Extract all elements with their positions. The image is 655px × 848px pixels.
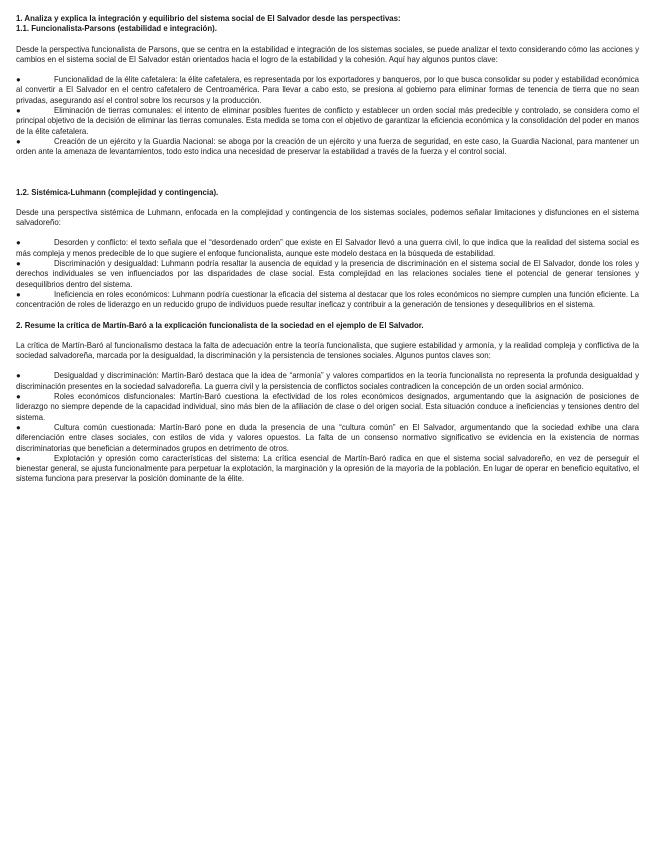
list-item-text: Creación de un ejército y la Guardia Nacional: se aboga por la creación de un ejército y una fuerza de seguridad, en este caso, la Guardia Nacional, para mantener un orden ante la amenaza de levantamientos, todo esto indica una necesidad de preservar la estabilidad a través de la fuerza y el control social. xyxy=(16,136,639,157)
list-item-text: Funcionalidad de la élite cafetalera: la élite cafetalera, es representada por los exportadores y banqueros, por lo que busca consolidar su poder y estabilidad económica al convertir a El Salvador en el centro cafetalero de Centroamérica. Para llevar a cabo esto, se presiona al gobierno para eliminar formas de tenencia de tierra que no sean privadas, asegurando así el control sobre los recursos y la producción. xyxy=(16,75,639,105)
bullet-icon: ● xyxy=(16,238,21,248)
list-item xyxy=(16,259,639,290)
document-page xyxy=(16,14,639,485)
list-item-text: Ineficiencia en roles económicos: Luhmann podría cuestionar la eficacia del sistema al destacar que los roles económicos no siempre cumplen una función eficiente. La concentración de roles de liderazgo en un reducido grupo de individuos puede resultar ineficaz y contribuir a la generación de tensiones y desequilibrios en el sistema. xyxy=(16,289,639,310)
bullet-icon: ● xyxy=(16,392,21,402)
bullet-icon: ● xyxy=(16,75,21,85)
section-1-2-heading: 1.2. Sistémica-Luhmann (complejidad y contingencia). xyxy=(16,187,219,197)
list-item xyxy=(16,137,639,158)
section-2-intro: La crítica de Martín-Baró al funcionalismo destaca la falta de adecuación entre la teoría funcionalista, que sugiere estabilidad y armonía, y la realidad compleja y conflictiva de la sociedad salvadoreña, marcada por la desigualdad, la discriminación y la persistencia de tensiones sociales. Algunos puntos claves son: xyxy=(16,340,639,361)
section-1-2-intro: Desde una perspectiva sistémica de Luhmann, enfocada en la complejidad y contingencia de los sistemas sociales, podemos señalar limitaciones y disfunciones en el sistema salvadoreño: xyxy=(16,207,639,228)
list-item-text: Desorden y conflicto: el texto señala que el “desordenado orden” que existe en El Salvador llevó a una guerra civil, lo que indica que la realidad del sistema social es más compleja y menos predecible de lo que sugiere el enfoque funcionalista, aunque este modelo destaca en la búsqueda de estabilidad. xyxy=(16,238,639,258)
list-item xyxy=(16,371,639,392)
bullet-icon: ● xyxy=(16,453,21,463)
list-item xyxy=(16,238,639,259)
section-1-1-heading: 1.1. Funcionalista-Parsons (estabilidad e integración). xyxy=(16,24,217,34)
bullet-icon: ● xyxy=(16,422,21,432)
section-2-heading: 2. Resume la crítica de Martín-Baró a la explicación funcionalista de la sociedad en el ejemplo de El Salvador. xyxy=(16,320,424,330)
bullet-icon: ● xyxy=(16,106,21,116)
list-item-text: Explotación y opresión como características del sistema: La crítica esencial de Martín-Baró radica en que el sistema social salvadoreño, en vez de perseguir el bienestar general, se ajusta funcionalmente para perpetuar la explotación, la marginación y la opresión de la mayoría de la población. En lugar de operar en beneficio equitativo, el sistema funciona para preservar la posición dominante de la élite. xyxy=(16,453,639,484)
list-item xyxy=(16,423,639,454)
bullet-icon: ● xyxy=(16,289,21,299)
list-item-text: Cultura común cuestionada: Martín-Baró pone en duda la presencia de una “cultura común” en El Salvador, argumentando que la sociedad exhibe una clara diferenciación entre clases sociales, con estilos de vida y valores opuestos. La falta de un consenso normativo significativo se evidencia en la existencia de normas discriminatorias que benefician a determinados grupos en detrimento de otros. xyxy=(16,422,639,453)
list-item-text: Eliminación de tierras comunales: el intento de eliminar posibles fuentes de conflicto y establecer un orden social más predecible y controlado, se considera como el principal objetivo de la decisión de eliminar las tierras comunales. Esta medida se toma con el objetivo de garantizar la eficiencia económica y la consolidación del poder en manos de la élite cafetalera. xyxy=(16,106,639,136)
list-item-text: Roles económicos disfuncionales: Martín-Baró cuestiona la efectividad de los roles económicos designados, argumentando que la asignación de posiciones de liderazgo no siempre depende de la capacidad individual, sino más bien de la afiliación de clase o del origen social. Esta situación conduce a ineficiencias y tensiones dentro del sistema. xyxy=(16,392,639,422)
list-item-text: Discriminación y desigualdad: Luhmann podría resaltar la ausencia de equidad y la presencia de discriminación en el sistema social de El Salvador, donde los roles y derechos individuales se ven influenciados por las disparidades de clase social. Esta complejidad en las relaciones sociales tiene el potencial de generar tensiones y desequilibrios dentro del sistema. xyxy=(16,259,639,289)
list-item xyxy=(16,392,639,423)
list-item xyxy=(16,454,639,485)
list-item-text: Desigualdad y discriminación: Martín-Baró destaca que la idea de “armonía” y valores compartidos en la teoría funcionalista no representa la profunda desigualdad y discriminación presentes en la sociedad salvadoreña. La guerra civil y la persistencia de conflictos sociales contradicen la concepción de un orden social armónico. xyxy=(16,371,639,391)
list-item xyxy=(16,290,639,311)
bullet-icon: ● xyxy=(16,371,21,381)
section-1-heading: 1. Analiza y explica la integración y equilibrio del sistema social de El Salvador desde las perspectivas: xyxy=(16,14,401,23)
bullet-icon: ● xyxy=(16,136,21,146)
section-1-intro: Desde la perspectiva funcionalista de Parsons, que se centra en la estabilidad e integración de los sistemas sociales, se puede analizar el texto considerando cómo las acciones y cambios en el sistema social de El Salvador están orientados hacia el logro de la estabilidad y la cohesión. Aquí hay algunos puntos clave: xyxy=(16,44,639,64)
list-item xyxy=(16,106,639,137)
list-item xyxy=(16,75,639,106)
bullet-icon: ● xyxy=(16,259,21,269)
